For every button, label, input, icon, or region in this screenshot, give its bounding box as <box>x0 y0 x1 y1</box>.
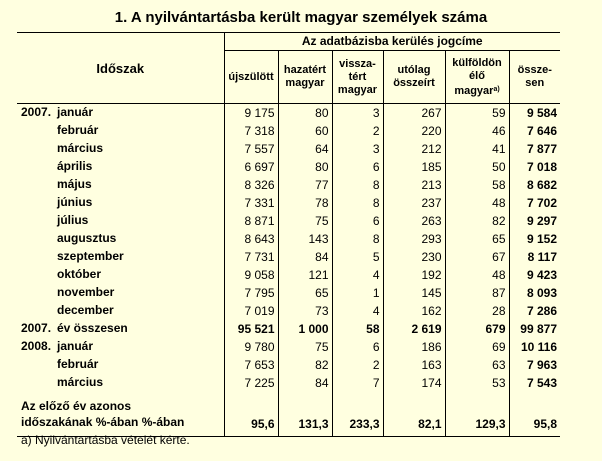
table-row <box>17 212 560 230</box>
value-cell: 186 <box>383 338 445 356</box>
table-row <box>17 140 560 158</box>
period-cell <box>17 302 224 320</box>
value-cell: 7 <box>332 374 383 392</box>
value-cell: 8 117 <box>509 248 560 266</box>
value-cell: 237 <box>383 194 445 212</box>
value-cell: 2 <box>332 122 383 140</box>
table-row <box>17 338 560 356</box>
table-row <box>17 374 560 392</box>
value-cell: 73 <box>278 302 332 320</box>
period-cell <box>17 248 224 266</box>
footnote-mark: a) <box>493 85 500 93</box>
comparison-value: 233,3 <box>332 392 383 436</box>
month-label: október <box>57 267 102 281</box>
month-label: május <box>57 177 92 191</box>
value-cell: 80 <box>278 104 332 123</box>
value-cell: 87 <box>445 284 509 302</box>
month-label: augusztus <box>57 231 117 245</box>
value-cell: 267 <box>383 104 445 123</box>
value-cell: 82 <box>278 356 332 374</box>
data-table <box>17 33 560 436</box>
value-cell: 263 <box>383 212 445 230</box>
value-cell: 9 584 <box>509 104 560 123</box>
month-label: január <box>57 105 94 119</box>
value-cell: 6 <box>332 212 383 230</box>
period-cell <box>17 284 224 302</box>
comparison-label-line1: Az előző év azonos <box>21 399 132 413</box>
value-cell: 41 <box>445 140 509 158</box>
value-cell: 7 318 <box>224 122 278 140</box>
table-row <box>17 122 560 140</box>
period-cell <box>17 320 224 338</box>
comparison-row <box>17 392 560 436</box>
value-cell: 7 653 <box>224 356 278 374</box>
comparison-value: 82,1 <box>383 392 445 436</box>
value-cell: 162 <box>383 302 445 320</box>
value-cell: 185 <box>383 158 445 176</box>
month-label: március <box>57 375 104 389</box>
value-cell: 7 543 <box>509 374 560 392</box>
table-row <box>17 176 560 194</box>
value-cell: 7 019 <box>224 302 278 320</box>
value-cell: 9 152 <box>509 230 560 248</box>
year-label: 2008. <box>21 339 52 353</box>
value-cell: 75 <box>278 338 332 356</box>
value-cell: 212 <box>383 140 445 158</box>
value-cell: 5 <box>332 248 383 266</box>
comparison-value: 95,8 <box>509 392 560 436</box>
value-cell: 2 <box>332 356 383 374</box>
table-row <box>17 248 560 266</box>
value-cell: 60 <box>278 122 332 140</box>
value-cell: 64 <box>278 140 332 158</box>
month-label: év összesen <box>57 321 128 335</box>
value-cell: 213 <box>383 176 445 194</box>
table-row <box>17 320 560 338</box>
value-cell: 78 <box>278 194 332 212</box>
month-label: szeptember <box>57 249 124 263</box>
value-cell: 63 <box>445 356 509 374</box>
value-cell: 48 <box>445 194 509 212</box>
value-cell: 46 <box>445 122 509 140</box>
year-label: 2007. <box>21 321 52 335</box>
period-cell <box>17 212 224 230</box>
value-cell: 77 <box>278 176 332 194</box>
value-cell: 6 697 <box>224 158 278 176</box>
table-row <box>17 302 560 320</box>
value-cell: 8 643 <box>224 230 278 248</box>
period-cell <box>17 194 224 212</box>
period-cell <box>17 338 224 356</box>
value-cell: 8 871 <box>224 212 278 230</box>
period-cell <box>17 356 224 374</box>
footnote: a) Nyilvántartásba vételét kérte. <box>21 433 190 447</box>
value-cell: 9 175 <box>224 104 278 123</box>
value-cell: 145 <box>383 284 445 302</box>
value-cell: 9 058 <box>224 266 278 284</box>
value-cell: 4 <box>332 266 383 284</box>
value-cell: 8 <box>332 194 383 212</box>
value-cell: 8 <box>332 176 383 194</box>
value-cell: 2 619 <box>383 320 445 338</box>
period-cell <box>17 266 224 284</box>
comparison-label-line2: időszakának %-ában %-ában <box>21 415 185 429</box>
value-cell: 7 877 <box>509 140 560 158</box>
period-cell <box>17 176 224 194</box>
period-cell <box>17 104 224 123</box>
value-cell: 84 <box>278 374 332 392</box>
value-cell: 7 731 <box>224 248 278 266</box>
value-cell: 3 <box>332 140 383 158</box>
table-row <box>17 284 560 302</box>
month-label: április <box>57 159 93 173</box>
value-cell: 3 <box>332 104 383 123</box>
value-cell: 8 093 <box>509 284 560 302</box>
comparison-value: 129,3 <box>445 392 509 436</box>
value-cell: 174 <box>383 374 445 392</box>
value-cell: 220 <box>383 122 445 140</box>
value-cell: 65 <box>278 284 332 302</box>
value-cell: 6 <box>332 158 383 176</box>
value-cell: 163 <box>383 356 445 374</box>
value-cell: 80 <box>278 158 332 176</box>
period-cell <box>17 122 224 140</box>
table-row <box>17 194 560 212</box>
value-cell: 7 331 <box>224 194 278 212</box>
data-table-frame <box>17 32 560 437</box>
col-header-hazatert: hazatért magyar <box>278 51 332 104</box>
value-cell: 50 <box>445 158 509 176</box>
value-cell: 230 <box>383 248 445 266</box>
period-header: Időszak <box>17 33 224 104</box>
month-label: március <box>57 141 104 155</box>
value-cell: 28 <box>445 302 509 320</box>
value-cell: 82 <box>445 212 509 230</box>
value-cell: 192 <box>383 266 445 284</box>
value-cell: 67 <box>445 248 509 266</box>
value-cell: 121 <box>278 266 332 284</box>
value-cell: 95 521 <box>224 320 278 338</box>
table-row <box>17 266 560 284</box>
month-label: július <box>57 213 89 227</box>
comparison-value: 95,6 <box>224 392 278 436</box>
value-cell: 293 <box>383 230 445 248</box>
value-cell: 75 <box>278 212 332 230</box>
value-cell: 7 018 <box>509 158 560 176</box>
comparison-label <box>17 392 224 436</box>
value-cell: 65 <box>445 230 509 248</box>
table-row <box>17 356 560 374</box>
col-header-kulfoldon: külföldön élő magyar$^{a)}$ <box>445 51 509 104</box>
value-cell: 59 <box>445 104 509 123</box>
value-cell: 58 <box>332 320 383 338</box>
value-cell: 84 <box>278 248 332 266</box>
period-cell <box>17 158 224 176</box>
comparison-value: 131,3 <box>278 392 332 436</box>
value-cell: 7 702 <box>509 194 560 212</box>
col-header-ujszulott: újszülött <box>224 51 278 104</box>
value-cell: 99 877 <box>509 320 560 338</box>
value-cell: 8 682 <box>509 176 560 194</box>
value-cell: 48 <box>445 266 509 284</box>
value-cell: 53 <box>445 374 509 392</box>
value-cell: 1 <box>332 284 383 302</box>
value-cell: 7 795 <box>224 284 278 302</box>
value-cell: 7 963 <box>509 356 560 374</box>
value-cell: 679 <box>445 320 509 338</box>
table-title: 1. A nyilvántartásba került magyar személyek száma <box>114 9 488 26</box>
value-cell: 6 <box>332 338 383 356</box>
value-cell: 4 <box>332 302 383 320</box>
value-cell: 143 <box>278 230 332 248</box>
table-row <box>17 230 560 248</box>
group-header: Az adatbázisba kerülés jogcíme <box>224 33 560 51</box>
value-cell: 1 000 <box>278 320 332 338</box>
period-cell <box>17 140 224 158</box>
value-cell: 7 225 <box>224 374 278 392</box>
value-cell: 7 646 <box>509 122 560 140</box>
col-header-utolag: utólag összeírt <box>383 51 445 104</box>
month-label: december <box>57 303 114 317</box>
period-cell <box>17 230 224 248</box>
month-label: február <box>57 357 99 371</box>
value-cell: 9 423 <box>509 266 560 284</box>
table-row <box>17 158 560 176</box>
year-label: 2007. <box>21 105 52 119</box>
value-cell: 7 557 <box>224 140 278 158</box>
value-cell: 9 780 <box>224 338 278 356</box>
value-cell: 58 <box>445 176 509 194</box>
month-label: január <box>57 339 94 353</box>
value-cell: 10 116 <box>509 338 560 356</box>
month-label: június <box>57 195 93 209</box>
table-row <box>17 104 560 123</box>
value-cell: 7 286 <box>509 302 560 320</box>
value-cell: 8 <box>332 230 383 248</box>
value-cell: 8 326 <box>224 176 278 194</box>
col-header-osszesen: össze- sen <box>509 51 560 104</box>
month-label: november <box>57 285 115 299</box>
value-cell: 9 297 <box>509 212 560 230</box>
period-cell <box>17 374 224 392</box>
value-cell: 69 <box>445 338 509 356</box>
col-header-visszatert: vissza- tért magyar <box>332 51 383 104</box>
month-label: február <box>57 123 99 137</box>
